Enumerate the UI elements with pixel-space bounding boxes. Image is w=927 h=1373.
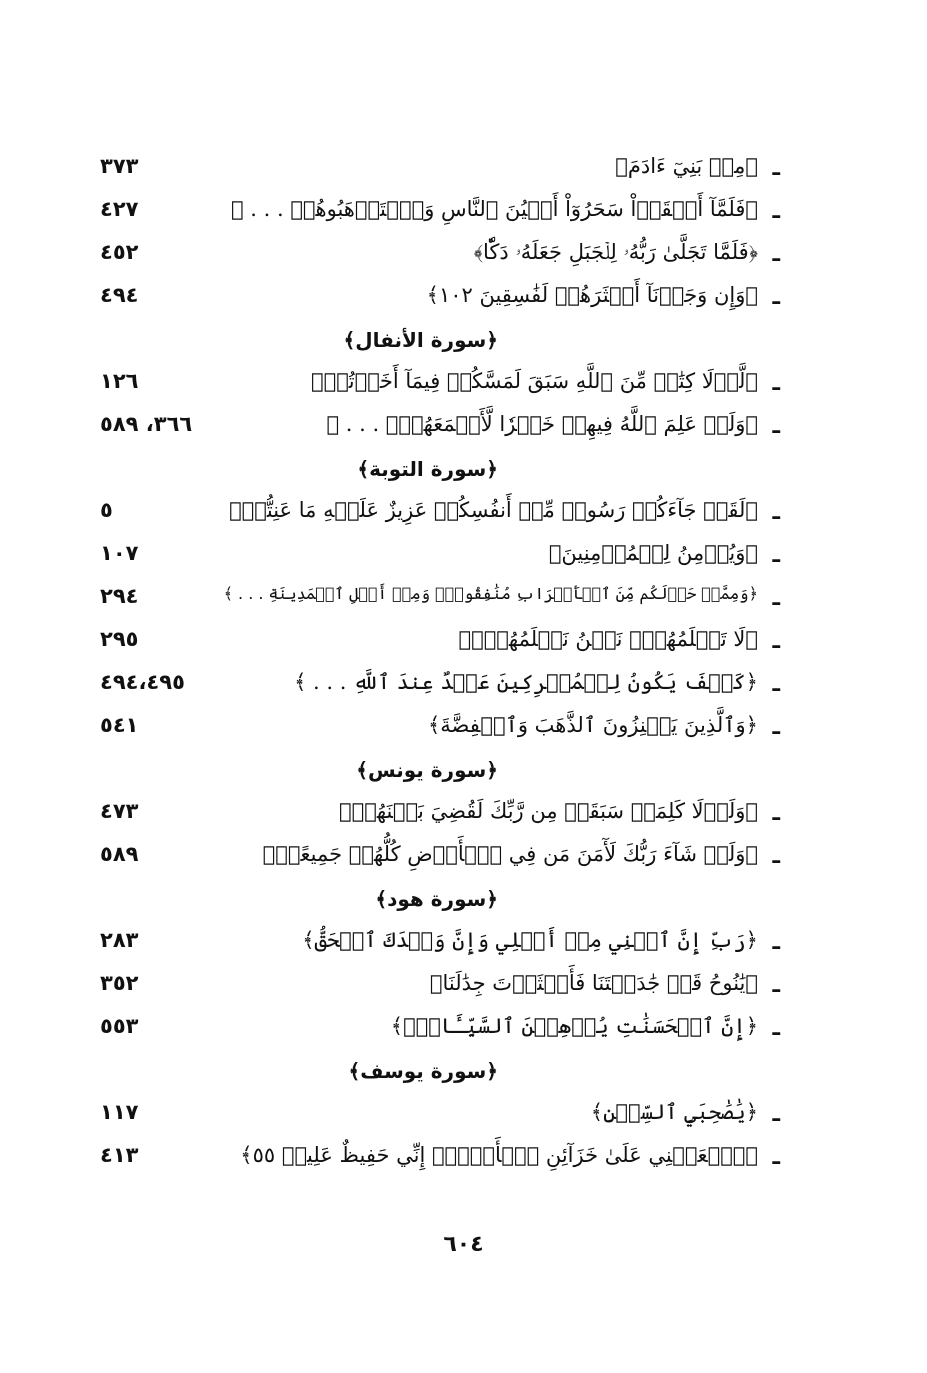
entry-dash: ـ: [772, 586, 780, 611]
surah-title: ﴿سورة التوبة﴾: [357, 457, 498, 481]
page-reference: ٢٨٣: [100, 928, 139, 952]
verse-index-entry: [100, 408, 780, 451]
entry-dash: ـ: [772, 500, 780, 525]
surah-title: ﴿سورة يونس﴾: [356, 758, 498, 782]
verse-text: ﴿وَلَوۡلَا كَلِمَةٞ سَبَقَتۡ مِن رَّبِّكَ لَقُضِيَ بَيۡنَهُمۡ﴾: [339, 799, 758, 823]
entry-dash: ـ: [772, 285, 780, 310]
page-reference: ٤٥٢: [100, 240, 139, 264]
entry-dash: ـ: [772, 414, 780, 439]
verse-index-entry: [100, 1010, 780, 1053]
page-reference: ٢٩٤: [100, 584, 139, 608]
page-reference: ١١٧: [100, 1100, 139, 1124]
verse-text: ﴿فَلَمَّا تَجَلَّىٰ رَبُّهُۥ لِلۡجَبَلِ جَعَلَهُۥ دَكّٗا﴾: [473, 240, 758, 264]
verse-index-entry: [100, 150, 780, 193]
entry-dash: ـ: [772, 242, 780, 267]
page-reference: ٥: [100, 498, 113, 522]
page-reference: ٤٢٧: [100, 197, 139, 221]
entry-dash: ـ: [772, 1102, 780, 1127]
surah-title: ﴿سورة الأنفال﴾: [343, 328, 498, 352]
verse-index-entry: [100, 666, 780, 709]
surah-title: ﴿سورة يوسف﴾: [348, 1059, 498, 1083]
page-reference: ٤١٣: [100, 1143, 139, 1167]
page-reference: ٣٧٣: [100, 154, 139, 178]
verse-index-entry: [100, 838, 780, 881]
verse-text: ﴿وَمِمَّنۡ حَوۡلَكُم مِّنَ ٱلۡأَعۡرَابِ مُنَٰفِقُونَۖ وَمِنۡ أَهۡلِ ٱلۡمَدِينَةِ . . . ﴾: [223, 584, 758, 603]
verse-text: ﴿إِنَّ ٱلۡحَسَنَٰتِ يُذۡهِبۡنَ ٱلسَّيِّـَٔاتِۚ﴾: [390, 1014, 758, 1038]
verse-index-entry: [100, 967, 780, 1010]
entry-dash: ـ: [772, 930, 780, 955]
verse-text: ﴿فَلَمَّآ أَلۡقَوۡاْ سَحَرُوٓاْ أَعۡيُنَ ٱلنَّاسِ وَٱسۡتَرۡهَبُوهُمۡ . . . ﴾: [230, 197, 758, 221]
verse-text: ﴿وَإِن وَجَدۡنَآ أَكۡثَرَهُمۡ لَفَٰسِقِينَ ١٠٢﴾: [426, 283, 758, 307]
verse-index-entry: [100, 623, 780, 666]
surah-heading: [100, 1053, 780, 1096]
page-reference: ٤٩٤: [100, 283, 139, 307]
verse-text: ﴿مِنۢ بَنِيٓ ءَادَمَ﴾: [615, 154, 758, 178]
surah-heading: [100, 881, 780, 924]
surah-title: ﴿سورة هود﴾: [375, 887, 498, 911]
verse-text: ﴿رَبِّ إِنَّ ٱبۡنِي مِنۡ أَهۡلِي وَإِنَّ وَعۡدَكَ ٱلۡحَقُّ﴾: [302, 928, 758, 952]
entry-dash: ـ: [772, 844, 780, 869]
verse-index-entry: [100, 795, 780, 838]
verse-text: ﴿وَلَوۡ عَلِمَ ٱللَّهُ فِيهِمۡ خَيۡرٗا لَّأَسۡمَعَهُمۡۖ . . . ﴾: [326, 412, 758, 436]
verse-index-entry: [100, 365, 780, 408]
verse-index-entry: [100, 1139, 780, 1182]
page-reference: ٢٩٥: [100, 627, 139, 651]
page-reference: ٣٥٢: [100, 971, 139, 995]
verse-text: ﴿يَٰصَٰحِبَيِ ٱلسِّجۡنِ﴾: [590, 1100, 758, 1124]
verse-text: ﴿لَا تَعۡلَمُهُمۡۖ نَحۡنُ نَعۡلَمُهُمۡۚ﴾: [458, 627, 758, 651]
surah-heading: [100, 752, 780, 795]
page-reference: ٣٦٦، ٥٨٩: [100, 412, 193, 436]
surah-heading: [100, 322, 780, 365]
page-reference: ٥٥٣: [100, 1014, 139, 1038]
verse-index-entry: [100, 494, 780, 537]
page-reference: ٥٤١: [100, 713, 139, 737]
page-number: ٦٠٤: [443, 1232, 484, 1257]
entry-dash: ـ: [772, 801, 780, 826]
entry-dash: ـ: [772, 672, 780, 697]
entry-dash: ـ: [772, 1016, 780, 1041]
verse-index-entry: [100, 279, 780, 322]
entry-dash: ـ: [772, 199, 780, 224]
surah-heading: [100, 451, 780, 494]
entry-dash: ـ: [772, 543, 780, 568]
verse-text: ﴿لَّوۡلَا كِتَٰبٞ مِّنَ ٱللَّهِ سَبَقَ لَمَسَّكُمۡ فِيمَآ أَخَذۡتُمۡ﴾: [311, 369, 758, 393]
verse-text: ﴿وَلَوۡ شَآءَ رَبُّكَ لَأٓمَنَ مَن فِي ٱلۡأَرۡضِ كُلُّهُمۡ جَمِيعًاۚ﴾: [262, 842, 758, 866]
verse-index-entry: [100, 193, 780, 236]
verse-index-entry: [100, 1096, 780, 1139]
verse-index-entry: [100, 924, 780, 967]
verse-index-entry: [100, 709, 780, 752]
page-reference: ٤٩٤،٤٩٥: [100, 670, 185, 694]
verse-index-entry: [100, 537, 780, 580]
entry-dash: ـ: [772, 156, 780, 181]
entry-dash: ـ: [772, 715, 780, 740]
entry-dash: ـ: [772, 973, 780, 998]
verse-text: ﴿كَيۡفَ يَكُونُ لِلۡمُشۡرِكِينَ عَهۡدٌ عِندَ ٱللَّهِ . . . ﴾: [294, 670, 758, 694]
verse-text: ﴿يَٰنُوحُ قَدۡ جَٰدَلۡتَنَا فَأَكۡثَرۡتَ جِدَٰلَنَا﴾: [429, 971, 758, 995]
verse-text: ﴿وَيُؤۡمِنُ لِلۡمُؤۡمِنِينَ﴾: [548, 541, 758, 565]
verse-index-entry: [100, 580, 780, 623]
page-reference: ٥٨٩: [100, 842, 139, 866]
verse-text: ﴿لَقَدۡ جَآءَكُمۡ رَسُولٞ مِّنۡ أَنفُسِكُمۡ عَزِيزٌ عَلَيۡهِ مَا عَنِتُّمۡ﴾: [229, 498, 758, 522]
verse-text: ﴿ٱجۡعَلۡنِي عَلَىٰ خَزَآئِنِ ٱلۡأَرۡضِۖ إِنِّي حَفِيظٌ عَلِيمٞ ٥٥﴾: [240, 1143, 758, 1167]
page-reference: ١٢٦: [100, 369, 139, 393]
entry-dash: ـ: [772, 629, 780, 654]
verse-index-list: [100, 150, 780, 1182]
verse-text: ﴿وَٱلَّذِينَ يَكۡنِزُونَ ٱلذَّهَبَ وَٱلۡفِضَّةَ﴾: [427, 713, 758, 737]
page-reference: ٤٧٣: [100, 799, 139, 823]
verse-index-entry: [100, 236, 780, 279]
entry-dash: ـ: [772, 371, 780, 396]
page-reference: ١٠٧: [100, 541, 139, 565]
entry-dash: ـ: [772, 1145, 780, 1170]
